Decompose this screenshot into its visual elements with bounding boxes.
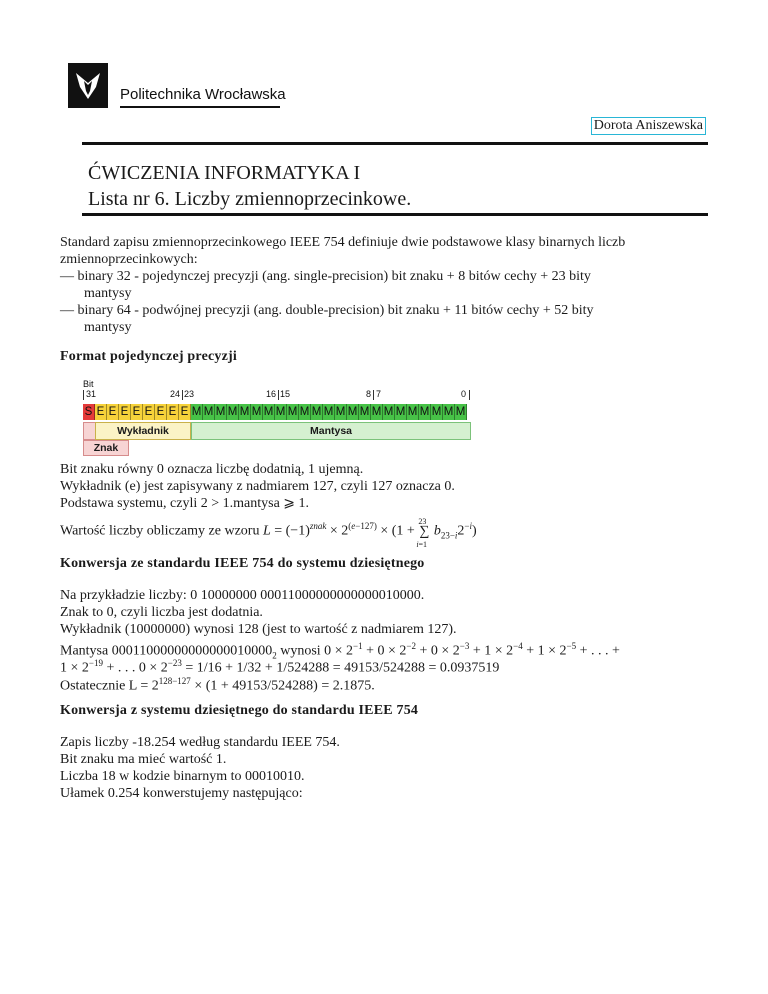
- sign-label: Znak: [83, 440, 129, 456]
- intro-item-binary64-cont: mantysy: [84, 320, 132, 335]
- exponent-label: Wykładnik: [95, 422, 191, 440]
- exponent-bit-cell: E: [119, 404, 131, 420]
- mantissa-bit-cell: M: [455, 406, 466, 418]
- intro-item-binary32-cont: mantysy: [84, 286, 132, 301]
- mantissa-bit-cell: M: [275, 406, 286, 418]
- mantissa-bit-cell: M: [239, 406, 250, 418]
- logo-underline: [120, 106, 280, 108]
- intro-paragraph: Standard zapisu zmiennoprzecinkowego IEEE 754 definiuje dwie podstawowe klasy binarnych liczb zmiennoprzecinkowych:: [60, 235, 626, 267]
- eagle-emblem-icon: [68, 63, 108, 108]
- tick: [182, 390, 183, 400]
- tick: [373, 390, 374, 400]
- exponent-bit-cell: E: [107, 404, 119, 420]
- mantissa-bit-cell: M: [203, 406, 214, 418]
- title-rule: [82, 213, 708, 216]
- conv1-mantissa-line2: $1 \times 2^{-19}$ + . . . $0 \times 2^{-23} = 1/16 + 1/32 + 1/524288 = 49153/524288 = 0.0937519$: [60, 658, 500, 676]
- value-formula: Wartość liczby obliczamy ze wzoru $L = (-1)^{znak} \times 2^{(e-127)} \times (1$ + 23 ∑ i=1 $b_{23-i}2^{-i}$): [60, 516, 477, 549]
- page-title: ĆWICZENIA INFORMATYKA I: [88, 162, 361, 184]
- page-subtitle: Lista nr 6. Liczby zmiennoprzecinkowe.: [88, 188, 412, 210]
- mantissa-bit-cell: M: [299, 406, 310, 418]
- intro-item-binary32: — binary 32 - pojedynczej precyzji (ang. single-precision) bit znaku + 8 bitów cechy + 23 bity: [60, 269, 591, 284]
- mantissa-bit-cell: M: [215, 406, 226, 418]
- section-heading-decimal-to-ieee: Konwersja z systemu dziesiętnego do standardu IEEE 754: [60, 703, 419, 718]
- bit-pos-7: 7: [376, 389, 382, 399]
- mantissa-bit-cell: M: [347, 406, 358, 418]
- exponent-bit-cell: E: [131, 404, 143, 420]
- exponent-bit-cell: E: [179, 404, 191, 420]
- mantissa-bit-cell: M: [287, 406, 298, 418]
- exponent-bit-cell: E: [155, 404, 167, 420]
- exponent-explanation: Wykładnik (e) jest zapisywany z nadmiarem 127, czyli 127 oznacza 0.: [60, 479, 455, 494]
- section-heading-format: Format pojedynczej precyzji: [60, 349, 237, 364]
- conv2-line3: Liczba 18 w kodzie binarnym to 00010010.: [60, 769, 305, 784]
- mantissa-bit-cell: M: [443, 406, 454, 418]
- formula-lead: Wartość liczby obliczamy ze wzoru: [60, 523, 260, 539]
- bit-pos-24: 24: [170, 389, 181, 399]
- bit-pos-16: 16: [266, 389, 277, 399]
- intro-item-binary64: — binary 64 - podwójnej precyzji (ang. double-precision) bit znaku + 11 bitów cechy + 52 bity: [60, 303, 594, 318]
- mantissa-bit-cell: M: [383, 406, 394, 418]
- tick: [278, 390, 279, 400]
- mantissa-bit-cell: M: [251, 406, 262, 418]
- bit-pos-15: 15: [280, 389, 291, 399]
- conv1-exponent: Wykładnik (10000000) wynosi 128 (jest to wartość z nadmiarem 127).: [60, 622, 457, 637]
- mantissa-bit-cell: M: [371, 406, 382, 418]
- conv2-line2: Bit znaku ma mieć wartość 1.: [60, 752, 227, 767]
- section-heading-ieee-to-decimal: Konwersja ze standardu IEEE 754 do systemu dziesiętnego: [60, 556, 425, 571]
- conv2-line4: Ułamek 0.254 konwerstujemy następująco:: [60, 786, 303, 801]
- sign-bit-cell: S: [83, 404, 95, 420]
- sign-bracket: [83, 422, 95, 440]
- base-explanation: Podstawa systemu, czyli 2 > 1.mantysa ⩾ 1.: [60, 496, 310, 511]
- mantissa-bit-cell: M: [263, 406, 274, 418]
- exponent-bit-cell: E: [95, 404, 107, 420]
- mantissa-bit-cell: M: [407, 406, 418, 418]
- author-name[interactable]: Dorota Aniszewska: [591, 117, 706, 135]
- mantissa-label: Mantysa: [191, 422, 471, 440]
- logo-text: Politechnika Wrocławska: [120, 86, 286, 103]
- bit-axis-label: Bit: [83, 379, 94, 389]
- bit-pos-8: 8: [366, 389, 372, 399]
- conv2-line1: Zapis liczby -18.254 według standardu IEEE 754.: [60, 735, 340, 750]
- mantissa-bit-cell: M: [419, 406, 430, 418]
- mantissa-bit-cell: M: [431, 406, 442, 418]
- mantissa-bit-cell: M: [311, 406, 322, 418]
- top-rule: [82, 142, 708, 145]
- conv1-example: Na przykładzie liczby: 0 10000000 00011000000000000010000.: [60, 588, 425, 603]
- mantissa-bit-cell: M: [227, 406, 238, 418]
- conv1-result: Ostatecznie $L = 2^{128-127} \times (1 + 49153/524288) = 2.1875$.: [60, 676, 375, 694]
- bit-pos-23: 23: [184, 389, 195, 399]
- mantissa-bit-cell: M: [395, 406, 406, 418]
- conv1-mantissa-line1: Mantysa $00011000000000000010000_2$ wynosi $0 \times 2^{-1} + 0 \times 2^{-2} + 0 \times 2^{-3} + 1 \times 2^{-4} + 1 \times 2^{-5}$ + . . . +: [60, 641, 620, 661]
- bit-pos-0: 0: [461, 389, 467, 399]
- mantissa-bit-cell: M: [323, 406, 334, 418]
- conv1-sign: Znak to 0, czyli liczba jest dodatnia.: [60, 605, 263, 620]
- tick: [469, 390, 470, 400]
- sign-bit-explanation: Bit znaku równy 0 oznacza liczbę dodatnią, 1 ujemną.: [60, 462, 364, 477]
- mantissa-bit-cell: M: [359, 406, 370, 418]
- bit-pos-31: 31: [86, 389, 97, 399]
- exponent-bit-cell: E: [143, 404, 155, 420]
- exponent-bit-cell: E: [167, 404, 179, 420]
- mantissa-bit-cell: M: [335, 406, 346, 418]
- mantissa-bit-cell: M: [191, 406, 202, 418]
- university-logo: [68, 63, 108, 108]
- tick: [83, 390, 84, 400]
